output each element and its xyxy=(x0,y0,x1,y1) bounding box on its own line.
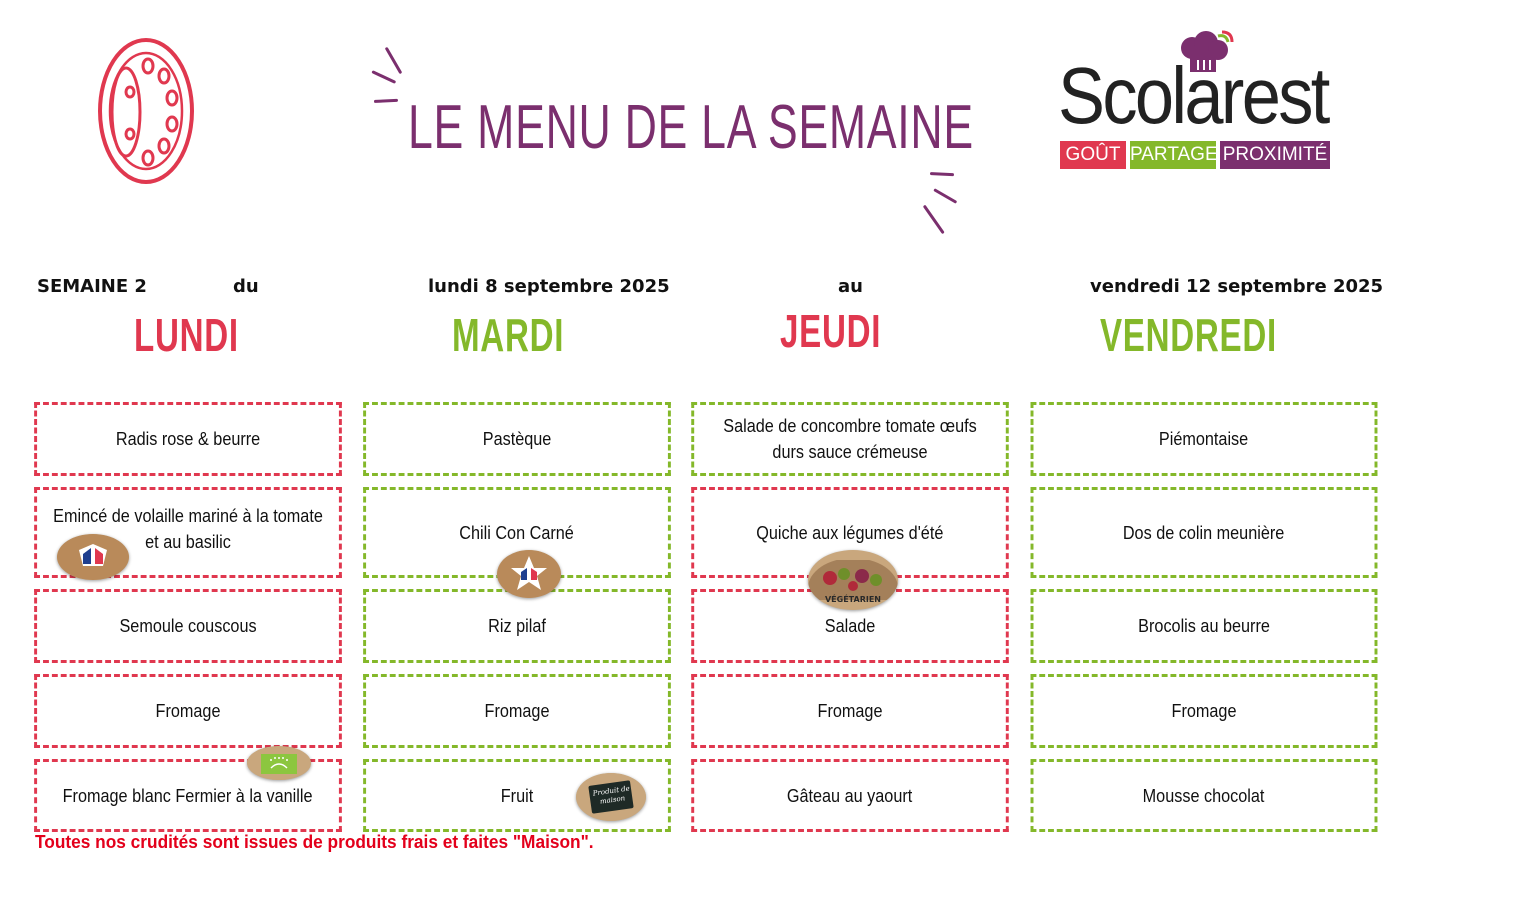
menu-cell-vendredi-side xyxy=(1031,589,1378,663)
menu-cell-vendredi-starter xyxy=(1031,402,1378,476)
menu-cell-jeudi-starter xyxy=(691,402,1009,476)
day-heading-jeudi: JEUDI xyxy=(780,305,882,357)
brand-tag-partage: PARTAGE xyxy=(1130,141,1216,169)
footer-note: Toutes nos crudités sont issues de produits frais et faites "Maison". xyxy=(35,832,594,852)
menu-item-text: Fruit xyxy=(500,785,534,806)
menu-item-text: Gâteau au yaourt xyxy=(787,785,913,806)
menu-cell-mardi-cheese xyxy=(363,674,671,748)
homemade-badge-icon xyxy=(576,773,646,821)
menu-cell-jeudi-cheese xyxy=(691,674,1009,748)
brand-logo-text: Scolarest xyxy=(1058,51,1328,140)
menu-cell-jeudi-dessert xyxy=(691,759,1009,832)
tomato-logo-icon xyxy=(96,36,200,188)
menu-cell-lundi-side xyxy=(34,589,342,663)
menu-item-text: Piémontaise xyxy=(1159,429,1249,449)
menu-cell-vendredi-main xyxy=(1031,487,1378,578)
french-poultry-badge-icon xyxy=(57,534,129,580)
title-decoration-dash xyxy=(374,99,398,103)
title-decoration-dash xyxy=(923,205,945,235)
menu-item-text: Salade de concombre tomate œufs durs sauce crémeuse xyxy=(723,416,977,462)
menu-item-text: Fromage blanc Fermier à la vanille xyxy=(63,785,313,806)
menu-item-text: Fromage xyxy=(155,701,221,721)
menu-item-text: Salade xyxy=(824,616,876,636)
title-decoration-dash xyxy=(385,47,403,74)
brand-tag-gout: GOÛT xyxy=(1060,141,1126,169)
title-decoration-dash xyxy=(930,172,954,176)
day-heading-vendredi: VENDREDI xyxy=(1100,309,1277,361)
french-meat-badge-icon xyxy=(497,550,561,598)
menu-item-text: Riz pilaf xyxy=(488,616,546,636)
week-to-word: au xyxy=(838,276,863,297)
menu-cell-lundi-cheese xyxy=(34,674,342,748)
week-from-word: du xyxy=(233,276,259,297)
menu-item-text: Semoule couscous xyxy=(119,616,257,636)
homemade-badge-label: Produit de maison xyxy=(592,784,631,806)
menu-item-text: Fromage xyxy=(484,701,550,721)
organic-badge-icon xyxy=(247,746,311,780)
day-heading-mardi: MARDI xyxy=(452,309,565,361)
vegetarian-badge-icon xyxy=(808,550,898,610)
title-decoration-dash xyxy=(933,188,957,204)
week-label: SEMAINE 2 xyxy=(37,276,147,297)
menu-cell-mardi-starter xyxy=(363,402,671,476)
menu-item-text: Emincé de volaille mariné à la tomate et au basilic xyxy=(53,505,323,552)
menu-item-text: Brocolis au beurre xyxy=(1138,616,1270,636)
menu-item-text: Pastèque xyxy=(482,429,552,449)
menu-cell-vendredi-cheese xyxy=(1031,674,1378,748)
vegetarian-badge-label: VÉGÉTARIEN xyxy=(824,595,881,604)
page-title: LE MENU DE LA SEMAINE xyxy=(408,93,974,162)
menu-item-text: Fromage xyxy=(1171,701,1237,721)
menu-item-text: Quiche aux légumes d'été xyxy=(756,522,944,543)
title-decoration-dash xyxy=(371,70,396,84)
menu-cell-vendredi-dessert xyxy=(1031,759,1378,832)
menu-cell-lundi-starter xyxy=(34,402,342,476)
menu-cell-mardi-side xyxy=(363,589,671,663)
week-start-date: lundi 8 septembre 2025 xyxy=(428,276,670,297)
menu-item-text: Dos de colin meunière xyxy=(1123,522,1285,543)
menu-item-text: Fromage xyxy=(817,701,883,721)
menu-item-text: Mousse chocolat xyxy=(1143,785,1265,806)
day-heading-lundi: LUNDI xyxy=(134,309,239,361)
brand-tag-proximite: PROXIMITÉ xyxy=(1220,141,1330,169)
menu-item-text: Radis rose & beurre xyxy=(115,429,261,449)
menu-item-text: Chili Con Carné xyxy=(459,522,575,543)
week-end-date: vendredi 12 septembre 2025 xyxy=(1090,276,1384,297)
